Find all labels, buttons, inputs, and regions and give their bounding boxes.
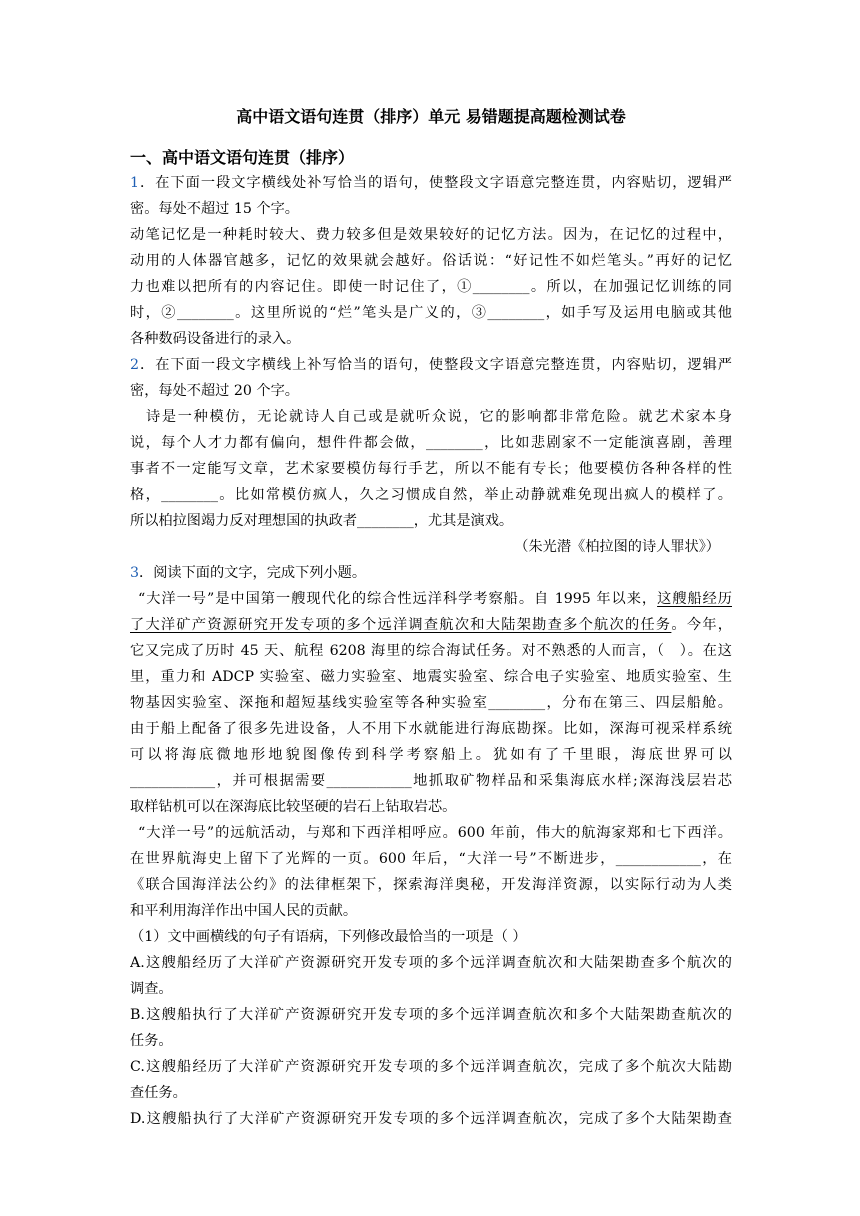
question-3 xyxy=(130,560,732,1132)
q3-line: 和平利用海洋作出中国人民的贡献。 xyxy=(130,903,358,919)
question-number: 3 xyxy=(130,565,140,581)
q1-line: 动用的人体器官越多，记忆的效果就会越好。俗话说：“好记性不如烂笔头。”再好的记忆 xyxy=(130,253,732,269)
q1-line: 1．在下面一段文字横线处补写恰当的语句，使整段文字语意完整连贯，内容贴切，逻辑严 xyxy=(130,175,732,191)
question-number: 1 xyxy=(130,175,140,191)
q3-line: 了大洋矿产资源研究开发专项的多个远洋调查航次和大陆架勘查多个航次的任务。今年， xyxy=(130,617,732,633)
underlined-sentence: 了大洋矿产资源研究开发专项的多个远洋调查航次和大陆架勘查多个航次的任务 xyxy=(130,617,672,633)
option-b-cont: 任务。 xyxy=(130,1033,173,1049)
q1-line: 各种数码设备进行的录入。 xyxy=(130,331,301,347)
q3-line: ____________，并可根据需要____________地抓取矿物样品和采集海底水样;深海浅层岩芯 xyxy=(130,773,732,789)
q3-line: 它又完成了历时 45 天、航程 6208 海里的综合海试任务。对不熟悉的人而言，（ ）。在这 xyxy=(130,643,732,659)
section-title: 一、高中语文语句连贯（排序） xyxy=(130,148,355,167)
q2-line: 2．在下面一段文字横线上补写恰当的语句，使整段文字语意完整连贯，内容贴切，逻辑严 xyxy=(130,357,732,373)
q2-line: 密，每处不超过 20 个字。 xyxy=(130,383,299,399)
option-a-cont: 调查。 xyxy=(130,981,173,997)
option-c-cont: 查任务。 xyxy=(130,1085,187,1101)
option-a: A.这艘船经历了大洋矿产资源研究开发专项的多个远洋调查航次和大陆架勘查多个航次的 xyxy=(130,955,732,971)
q3-line: 由于船上配备了很多先进设备，人不用下水就能进行海底勘探。比如，深海可视采样系统 xyxy=(130,721,732,737)
q1-line: 时，②________。这里所说的“烂”笔头是广义的，③________，如手写及运用电脑或其他 xyxy=(130,305,732,321)
q2-source: （朱光潜《柏拉图的诗人罪状》） xyxy=(514,539,720,555)
q3-line: 里，重力和 ADCP 实验室、磁力实验室、地震实验室、综合电子实验室、地质实验室、生 xyxy=(130,669,732,685)
option-b: B.这艘船执行了大洋矿产资源研究开发专项的多个远洋调查航次和多个大陆架勘查航次的 xyxy=(130,1007,732,1023)
q3-line: “大洋一号”的远航活动，与郑和下西洋相呼应。600 年前，伟大的航海家郑和七下西洋。 xyxy=(138,825,732,841)
underlined-sentence: 这艘船经历 xyxy=(657,591,732,607)
q2-line: 事者不一定能写文章，艺术家要模仿每行手艺，所以不能有专长；他要模仿各种各样的性 xyxy=(130,461,732,477)
q3-line: 在世界航海史上留下了光辉的一页。600 年后，“大洋一号”不断进步，____________，在 xyxy=(130,851,732,867)
option-d: D.这艘船执行了大洋矿产资源研究开发专项的多个远洋调查航次，完成了多个大陆架勘查 xyxy=(130,1111,732,1127)
document-title: 高中语文语句连贯（排序）单元 易错题提高题检测试卷 xyxy=(236,107,626,126)
q3-intro: 3．阅读下面的文字，完成下列小题。 xyxy=(130,565,367,581)
q3-line: 物基因实验室、深拖和超短基线实验室等各种实验室________，分布在第三、四层船舱。 xyxy=(130,695,732,711)
q3-line: 取样钻机可以在深海底比较坚硬的岩石上钻取岩芯。 xyxy=(130,799,457,815)
q3-line: “大洋一号”是中国第一艘现代化的综合性远洋科学考察船。自 1995 年以来，这艘船经历 xyxy=(138,591,732,607)
q2-line: 格，________。比如常模仿疯人，久之习惯成自然，举止动静就难免现出疯人的模样了。 xyxy=(130,487,732,503)
q2-line: 所以柏拉图竭力反对理想国的执政者________，尤其是演戏。 xyxy=(130,513,514,529)
q2-line: 说，每个人才力都有偏向，想件件都会做，________，比如悲剧家不一定能演喜剧，善理 xyxy=(130,435,732,451)
question-2 xyxy=(130,352,732,560)
q3-line: 可以将海底微地形地貌图像传到科学考察船上。犹如有了千里眼，海底世界可以 xyxy=(130,747,732,763)
q1-line: 动笔记忆是一种耗时较大、费力较多但是效果较好的记忆方法。因为，在记忆的过程中， xyxy=(130,227,732,243)
q3-sub1-stem: （1）文中画横线的句子有语病，下列修改最恰当的一项是（ ） xyxy=(130,929,527,945)
q3-line: 《联合国海洋法公约》的法律框架下，探索海洋奥秘，开发海洋资源，以实际行动为人类 xyxy=(130,877,732,893)
question-number: 2 xyxy=(130,357,140,373)
q1-line: 密。每处不超过 15 个字。 xyxy=(130,201,299,217)
question-1 xyxy=(130,170,732,352)
option-c: C.这艘船经历了大洋矿产资源研究开发专项的多个远洋调查航次，完成了多个航次大陆勘 xyxy=(130,1059,732,1075)
q1-line: 力也难以把所有的内容记住。即使一时记住了，①________。所以，在加强记忆训练的同 xyxy=(130,279,732,295)
q2-line: 诗是一种模仿，无论就诗人自己或是就听众说，它的影响都非常危险。就艺术家本身 xyxy=(146,409,732,425)
